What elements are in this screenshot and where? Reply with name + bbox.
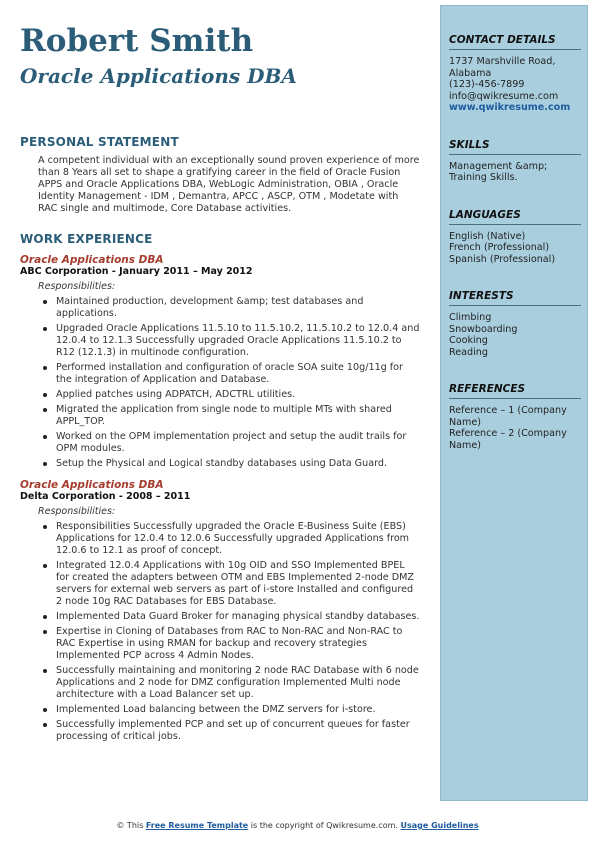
candidate-role: Oracle Applications DBA [20,64,297,88]
responsibilities-label: Responsibilities: [38,281,116,292]
responsibility-list [20,521,420,743]
list-item: Climbing [449,312,492,323]
interests-section [449,290,581,358]
list-item: Applied patches using ADPATCH, ADCTRL utilities. [56,389,420,401]
job-title: Oracle Applications DBA [20,254,164,266]
list-item: Maintained production, development &amp; test databases and applications. [56,296,420,320]
personal-statement-section [20,135,420,215]
list-item: Integrated 12.0.4 Applications with 10g OID and SSO Implemented BPEL for created the adapters between OTM and EBS Implemented 2-node DMZ servers for external web servers as part of i-store Installed and configured 2 node 10g RAC Databases for EBS Database. [56,560,420,608]
candidate-name: Robert Smith [20,23,254,59]
website-link[interactable]: www.qwikresume.com [449,102,571,113]
list-item: Spanish (Professional) [449,253,556,265]
footer-prefix: © This [116,821,146,830]
list-item: Reading [449,346,488,358]
section-title-experience: WORK EXPERIENCE [20,232,153,246]
list-item: Implemented Data Guard Broker for managing physical standby databases. [56,611,420,622]
list-item: English (Native) [449,230,526,242]
phone-number: (123)-456-7899 [449,79,525,90]
free-resume-template-link[interactable]: Free Resume Template [145,821,249,830]
main-column [20,22,420,746]
address-line: 1737 Marshville Road, [449,56,556,67]
job-title: Oracle Applications DBA [20,479,164,491]
section-title-contact: CONTACT DETAILS [449,34,581,50]
sidebar [440,5,588,801]
references-section [449,383,581,451]
job-entry [20,479,420,743]
footer [0,821,595,830]
email-address[interactable]: info@qwikresume.com [449,90,559,102]
languages-section [449,209,581,266]
statement-text: A competent individual with an exceptionally sound proven experience of more than 8 Years all set to shape a gratifying career in the field of Oracle Fusion APPS and Oracle Applications DBA, WebLogic Administration, OBIA , Oracle Identity Management - IDM , Demantra, APCC , ASCP, OTM , Modetate with RAC single and multimode, Core Database activities. [38,155,420,214]
list-item: Snowboarding [449,323,518,335]
usage-guidelines-link[interactable]: Usage Guidelines [400,821,479,830]
list-item: Successfully maintaining and monitoring 2 node RAC Database with 6 node Applications and 2 node for DMZ configuration Implemented Multi node architecture with a Load Balancer set up. [56,665,419,700]
list-item: Expertise in Cloning of Databases from RAC to Non-RAC and Non-RAC to RAC Expertise in using RMAN for backup and recovery strategies Implemented PCP across 4 Admin Nodes. [56,626,420,662]
list-item: Upgraded Oracle Applications 11.5.10 to 11.5.10.2, 11.5.10.2 to 12.0.4 and 12.0.4 to 12.1.3 Successfully upgraded Oracle Applications 11.5.10.2 to R12 (12.1.3) in multinode configuration. [56,323,420,358]
list-item: Responsibilities Successfully upgraded the Oracle E-Business Suite (EBS) Applications for 12.0.4 to 12.0.6 Successfully upgraded Applications from 12.0.6 to 12.1 as proof of concept. [56,521,420,557]
responsibilities-label: Responsibilities: [38,506,116,517]
section-title-statement: PERSONAL STATEMENT [20,135,179,149]
work-experience-section [20,232,420,743]
responsibility-list [20,296,420,470]
list-item: Migrated the application from single node to multiple MTs with shared APPL_TOP. [56,404,420,428]
list-item: Reference – 2 (Company Name) [449,428,567,451]
section-title-languages: LANGUAGES [449,209,581,225]
section-title-skills: SKILLS [449,139,581,155]
list-item: Cooking [449,335,488,346]
job-entry [20,254,420,470]
list-item: Implemented Load balancing between the DMZ servers for i-store. [56,704,420,716]
address-line: Alabama [449,67,492,79]
list-item: Successfully implemented PCP and set up of concurrent queues for faster processing of critical jobs. [56,719,420,743]
job-company-dates: Delta Corporation - 2008 – 2011 [20,491,191,502]
skills-section [449,139,581,184]
section-title-interests: INTERESTS [449,290,581,306]
list-item: Setup the Physical and Logical standby databases using Data Guard. [56,458,420,470]
contact-section [449,34,581,114]
footer-middle: is the copyright of Qwikresume.com. [248,821,401,830]
section-title-references: REFERENCES [449,383,581,399]
job-company-dates: ABC Corporation - January 2011 – May 2012 [20,266,253,277]
skill-line: Training Skills. [449,172,518,183]
list-item: French (Professional) [449,242,550,253]
skill-line: Management &amp; [449,160,548,172]
list-item: Reference – 1 (Company Name) [449,405,567,428]
list-item: Performed installation and configuration of oracle SOA suite 10g/11g for the integration of Application and Database. [56,362,420,386]
list-item: Worked on the OPM implementation project and setup the audit trails for OPM modules. [56,431,420,455]
